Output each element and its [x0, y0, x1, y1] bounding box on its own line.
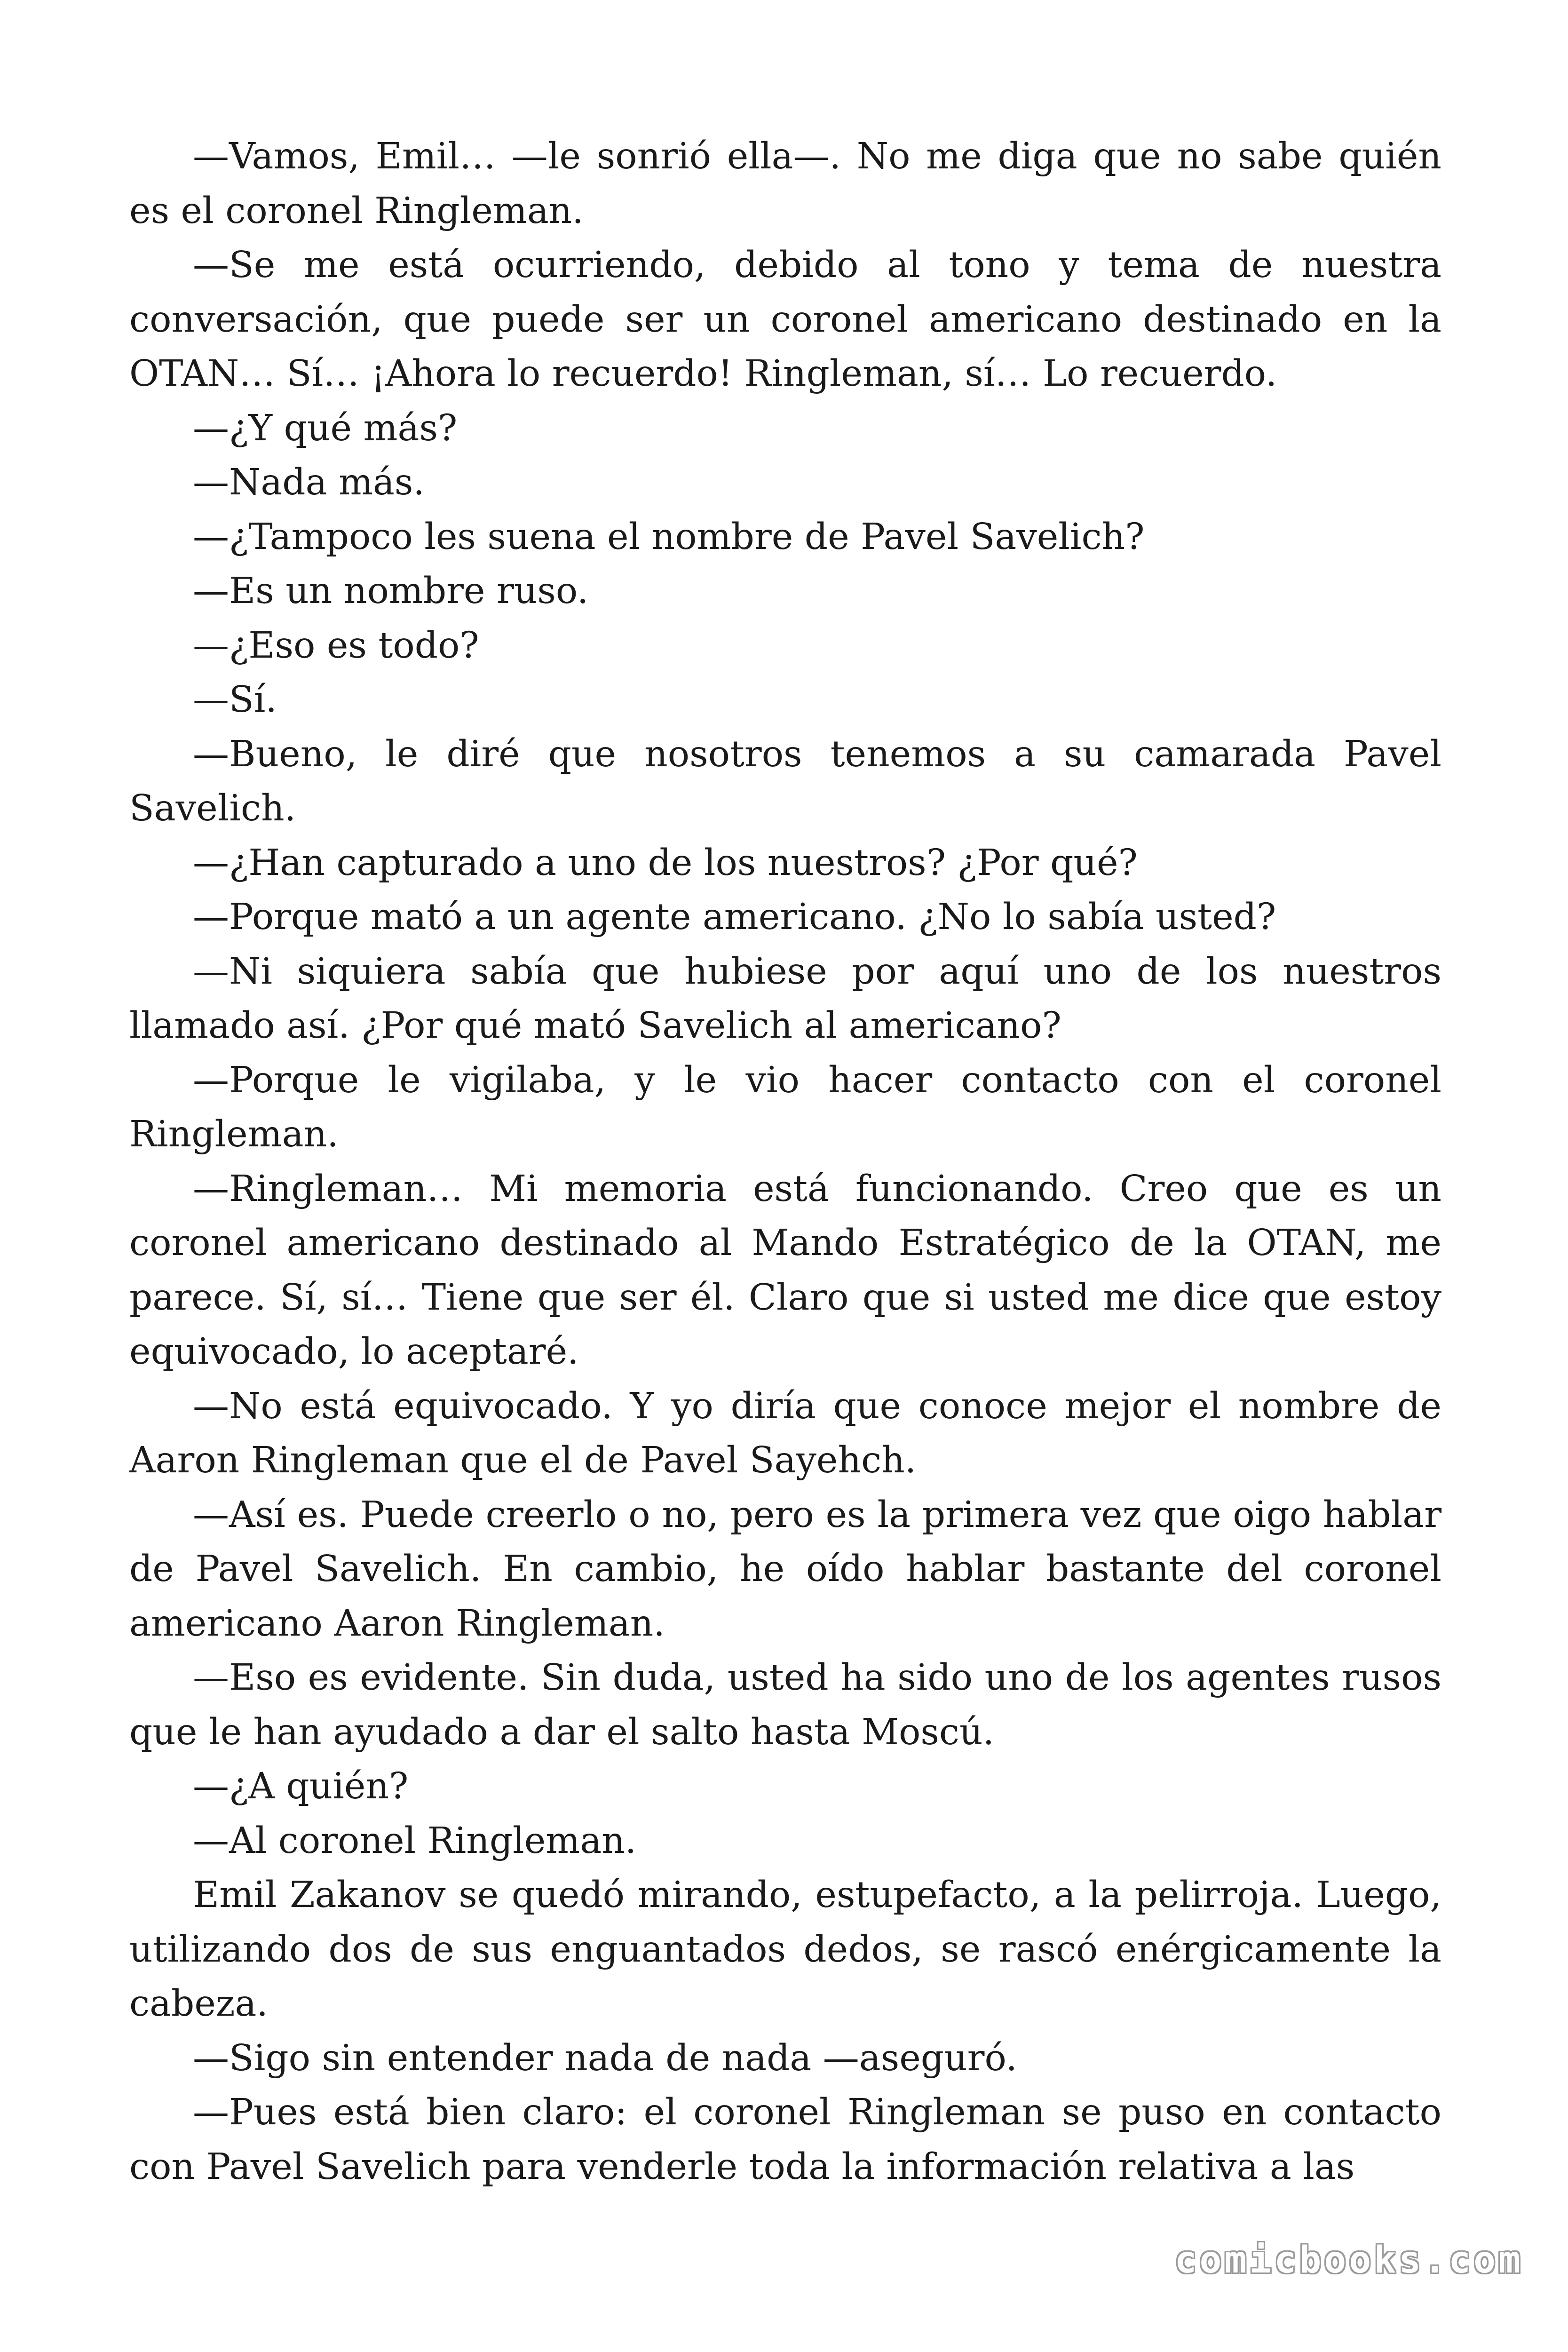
paragraph: —Eso es evidente. Sin duda, usted ha sido uno de los agentes rusos que le han ayudado a dar el salto hasta Moscú. [129, 1657, 1441, 1753]
paragraph: —Ni siquiera sabía que hubiese por aquí uno de los nuestros llamado así. ¿Por qué mató Savelich al americano? [129, 950, 1441, 1047]
paragraph: —¿Eso es todo? [193, 624, 479, 667]
paragraph: —Así es. Puede creerlo o no, pero es la primera vez que oigo hablar de Pavel Savelich. En cambio, he oído hablar bastante del coronel americano Aaron Ringleman. [129, 1494, 1441, 1645]
paragraph: —Es un nombre ruso. [193, 570, 589, 612]
paragraph: —¿A quién? [193, 1765, 409, 1807]
page-body [129, 129, 1441, 2194]
paragraph: —¿Han capturado a uno de los nuestros? ¿Por qué? [193, 842, 1138, 884]
paragraph: —Pues está bien claro: el coronel Ringleman se puso en contacto con Pavel Savelich para venderle toda la información relativa a las [129, 2091, 1441, 2188]
paragraph: —Se me está ocurriendo, debido al tono y tema de nuestra conversación, que puede ser un coronel americano destinado en la OTAN… Sí… ¡Ahora lo recuerdo! Ringleman, sí… Lo recuerdo. [129, 244, 1441, 395]
paragraph: —Nada más. [193, 461, 425, 503]
paragraph: —Sí. [193, 679, 277, 721]
paragraph: Emil Zakanov se quedó mirando, estupefacto, a la pelirroja. Luego, utilizando dos de sus enguantados dedos, se rascó enérgicamente la cabeza. [129, 1874, 1441, 2025]
paragraph: —Porque mató a un agente americano. ¿No lo sabía usted? [193, 896, 1276, 938]
paragraph: —Al coronel Ringleman. [193, 1820, 637, 1862]
paragraph: —Vamos, Emil… —le sonrió ella—. No me diga que no sabe quién es el coronel Ringleman. [129, 135, 1441, 232]
paragraph: —No está equivocado. Y yo diría que conoce mejor el nombre de Aaron Ringleman que el de Pavel Sayehch. [129, 1385, 1441, 1481]
paragraph: —Porque le vigilaba, y le vio hacer contacto con el coronel Ringleman. [129, 1059, 1441, 1155]
paragraph: —Bueno, le diré que nosotros tenemos a su camarada Pavel Savelich. [129, 733, 1441, 829]
paragraph: —Ringleman… Mi memoria está funcionando. Creo que es un coronel americano destinado al Mando Estratégico de la OTAN, me parece. Sí, sí… Tiene que ser él. Claro que si usted me dice que estoy equivocado, lo aceptaré. [129, 1168, 1441, 1373]
paragraph: —¿Y qué más? [193, 407, 458, 449]
paragraph: —Sigo sin entender nada de nada —aseguró. [193, 2037, 1017, 2079]
paragraph: —¿Tampoco les suena el nombre de Pavel Savelich? [193, 516, 1145, 558]
watermark-logo: comicbooks.com [1174, 2239, 1523, 2281]
